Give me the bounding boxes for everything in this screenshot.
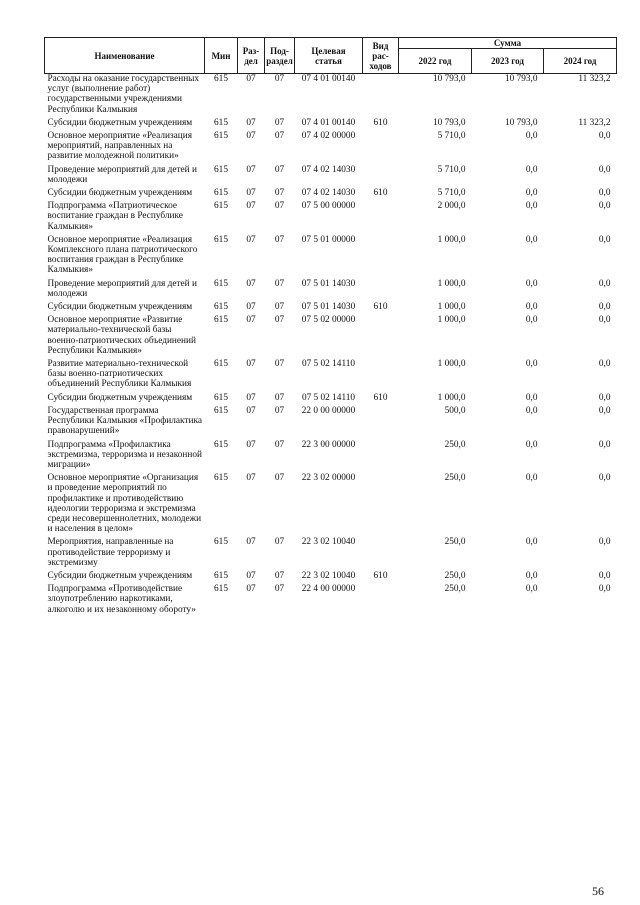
cell-name: Подпрограмма «Профилактика экстремизма, терроризма и незаконной миграции» bbox=[47, 439, 202, 470]
cell-sum-2024: 0,0 bbox=[598, 405, 611, 416]
header-name: Наименование bbox=[45, 38, 205, 74]
header-min: Мин bbox=[205, 38, 238, 74]
cell-celevaya-statya: 07 4 02 14030 bbox=[301, 164, 356, 175]
cell-min: 615 bbox=[214, 117, 228, 128]
cell-name: Основное мероприятие «Развитие материально-технической базы военно-патриотических объединений Республики Калмыкия» bbox=[47, 315, 196, 356]
cell-razdel: 07 bbox=[246, 117, 256, 128]
cell-razdel: 07 bbox=[246, 74, 256, 84]
cell-sum-2024: 0,0 bbox=[598, 234, 611, 245]
cell-celevaya-statya: 22 4 00 00000 bbox=[301, 584, 356, 595]
cell-min: 615 bbox=[214, 131, 228, 142]
cell-sum-2022: 500,0 bbox=[444, 405, 466, 416]
cell-podrazdel: 07 bbox=[274, 473, 285, 484]
cell-sum-2023: 0,0 bbox=[525, 392, 538, 403]
cell-podrazdel: 07 bbox=[274, 188, 285, 199]
cell-podrazdel: 07 bbox=[274, 74, 285, 84]
cell-min: 615 bbox=[214, 315, 228, 326]
cell-sum-2022: 1 000,0 bbox=[437, 359, 466, 370]
cell-sum-2023: 0,0 bbox=[525, 315, 538, 326]
table-row bbox=[45, 440, 617, 474]
header-celevaya: Целевая статья bbox=[295, 38, 363, 74]
cell-vid-rashodov: 610 bbox=[373, 188, 388, 199]
cell-sum-2022: 250,0 bbox=[444, 439, 466, 450]
cell-vid-rashodov: 610 bbox=[373, 117, 388, 128]
cell-sum-2022: 1 000,0 bbox=[437, 392, 466, 403]
cell-name: Подпрограмма «Патриотическое воспитание граждан в Республике Калмыкия» bbox=[47, 201, 183, 232]
cell-name: Развитие материально-технической базы военно-патриотических объединений Республики Калмыкия bbox=[47, 359, 192, 390]
cell-sum-2022: 250,0 bbox=[444, 473, 466, 484]
table-row bbox=[45, 279, 617, 302]
cell-celevaya-statya: 07 4 02 14030 bbox=[301, 188, 356, 199]
cell-min: 615 bbox=[214, 473, 228, 484]
table-row bbox=[45, 165, 617, 188]
cell-razdel: 07 bbox=[246, 473, 256, 484]
cell-sum-2024: 0,0 bbox=[598, 302, 611, 313]
cell-sum-2024: 0,0 bbox=[598, 278, 611, 289]
cell-vid-rashodov bbox=[363, 201, 399, 235]
cell-min: 615 bbox=[214, 188, 228, 199]
table-row bbox=[45, 74, 617, 118]
cell-sum-2024: 0,0 bbox=[598, 473, 611, 484]
cell-sum-2024: 0,0 bbox=[598, 439, 611, 450]
cell-vid-rashodov: 610 bbox=[373, 392, 388, 403]
cell-sum-2024: 0,0 bbox=[598, 392, 611, 403]
cell-min: 615 bbox=[214, 234, 228, 245]
cell-name: Субсидии бюджетным учреждениям bbox=[47, 302, 193, 313]
cell-sum-2024: 0,0 bbox=[598, 537, 611, 548]
cell-celevaya-statya: 07 5 02 00000 bbox=[301, 315, 356, 326]
cell-sum-2024: 0,0 bbox=[598, 188, 611, 199]
header-year-2023: 2023 год bbox=[472, 49, 544, 74]
cell-name: Проведение мероприятий для детей и молодежи bbox=[47, 164, 197, 185]
cell-sum-2022: 5 710,0 bbox=[437, 164, 466, 175]
table-row bbox=[45, 315, 617, 359]
table-row bbox=[45, 393, 617, 406]
cell-name: Субсидии бюджетным учреждениям bbox=[47, 392, 193, 403]
cell-razdel: 07 bbox=[246, 278, 256, 289]
cell-min: 615 bbox=[214, 302, 228, 313]
cell-podrazdel: 07 bbox=[274, 405, 285, 416]
cell-min: 615 bbox=[214, 278, 228, 289]
cell-celevaya-statya: 07 5 01 14030 bbox=[301, 302, 356, 313]
cell-sum-2023: 0,0 bbox=[525, 570, 538, 581]
cell-sum-2023: 0,0 bbox=[525, 131, 538, 142]
cell-razdel: 07 bbox=[246, 537, 256, 548]
cell-sum-2023: 0,0 bbox=[525, 164, 538, 175]
cell-name: Основное мероприятие «Реализация Комплексного плана патриотического воспитания граждан в Республике Калмыкия» bbox=[47, 234, 198, 276]
cell-sum-2023: 0,0 bbox=[525, 302, 538, 313]
cell-celevaya-statya: 07 4 01 00140 bbox=[301, 74, 356, 84]
table-body bbox=[45, 74, 617, 618]
cell-vid-rashodov bbox=[363, 440, 399, 474]
cell-vid-rashodov: 610 bbox=[373, 302, 388, 313]
cell-podrazdel: 07 bbox=[274, 234, 285, 245]
cell-razdel: 07 bbox=[246, 188, 256, 199]
header-year-2022: 2022 год bbox=[399, 49, 472, 74]
cell-sum-2022: 1 000,0 bbox=[437, 234, 466, 245]
cell-min: 615 bbox=[214, 164, 228, 175]
table-row bbox=[45, 359, 617, 393]
cell-podrazdel: 07 bbox=[274, 439, 285, 450]
cell-name: Проведение мероприятий для детей и молодежи bbox=[47, 278, 197, 299]
cell-sum-2023: 0,0 bbox=[525, 359, 538, 370]
cell-name: Субсидии бюджетным учреждениям bbox=[47, 188, 193, 199]
cell-celevaya-statya: 22 3 02 10040 bbox=[301, 570, 356, 581]
cell-podrazdel: 07 bbox=[274, 315, 285, 326]
cell-vid-rashodov bbox=[363, 584, 399, 618]
cell-sum-2024: 0,0 bbox=[598, 315, 611, 326]
cell-sum-2022: 250,0 bbox=[444, 537, 466, 548]
cell-name: Субсидии бюджетным учреждениям bbox=[47, 117, 193, 128]
cell-vid-rashodov bbox=[363, 235, 399, 279]
cell-name: Мероприятия, направленные на противодействие терроризму и экстремизму bbox=[47, 537, 174, 568]
cell-razdel: 07 bbox=[246, 234, 256, 245]
table-row bbox=[45, 188, 617, 201]
cell-podrazdel: 07 bbox=[274, 537, 285, 548]
cell-sum-2024: 0,0 bbox=[598, 584, 611, 595]
cell-podrazdel: 07 bbox=[274, 302, 285, 313]
cell-razdel: 07 bbox=[246, 302, 256, 313]
cell-sum-2024: 11 323,2 bbox=[578, 117, 611, 128]
cell-sum-2023: 0,0 bbox=[525, 584, 538, 595]
cell-sum-2023: 0,0 bbox=[525, 201, 538, 212]
header-vid: Вид рас- ходов bbox=[363, 38, 399, 74]
cell-sum-2023: 0,0 bbox=[525, 537, 538, 548]
cell-sum-2022: 1 000,0 bbox=[437, 302, 466, 313]
cell-sum-2024: 11 323,2 bbox=[578, 74, 611, 84]
cell-podrazdel: 07 bbox=[274, 570, 285, 581]
cell-vid-rashodov bbox=[363, 537, 399, 571]
cell-name: Расходы на оказание государственных услуг (выполнение работ) государственными учреждениями Республики Калмыкия bbox=[47, 74, 200, 115]
cell-celevaya-statya: 07 5 00 00000 bbox=[301, 201, 356, 212]
cell-podrazdel: 07 bbox=[274, 392, 285, 403]
table-row bbox=[45, 302, 617, 315]
cell-sum-2024: 0,0 bbox=[598, 201, 611, 212]
cell-razdel: 07 bbox=[246, 359, 256, 370]
cell-sum-2022: 250,0 bbox=[444, 584, 466, 595]
table-row bbox=[45, 406, 617, 440]
cell-name: Субсидии бюджетным учреждениям bbox=[47, 570, 193, 581]
table-row bbox=[45, 473, 617, 537]
cell-sum-2022: 1 000,0 bbox=[437, 315, 466, 326]
cell-celevaya-statya: 07 5 01 00000 bbox=[301, 234, 356, 245]
page-number: 56 bbox=[592, 884, 604, 898]
cell-celevaya-statya: 07 5 02 14110 bbox=[301, 392, 356, 403]
cell-min: 615 bbox=[214, 201, 228, 212]
cell-vid-rashodov bbox=[363, 279, 399, 302]
cell-razdel: 07 bbox=[246, 201, 256, 212]
header-podrazdel: Под- раздел bbox=[265, 38, 295, 74]
cell-min: 615 bbox=[214, 392, 228, 403]
cell-name: Государственная программа Республики Калмыкия «Профилактика правонарушений» bbox=[47, 405, 202, 437]
cell-razdel: 07 bbox=[246, 131, 256, 142]
cell-celevaya-statya: 22 0 00 00000 bbox=[301, 405, 356, 416]
cell-min: 615 bbox=[214, 439, 228, 450]
cell-name: Основное мероприятие «Организация и проведение мероприятий по профилактике и противодействию идеологии терроризма и экстремизма среди несовершеннолетних, молодежи и населения в целом» bbox=[47, 473, 202, 535]
cell-vid-rashodov bbox=[363, 359, 399, 393]
cell-celevaya-statya: 22 3 02 10040 bbox=[301, 537, 356, 548]
cell-podrazdel: 07 bbox=[274, 278, 285, 289]
cell-celevaya-statya: 22 3 00 00000 bbox=[301, 439, 356, 450]
cell-razdel: 07 bbox=[246, 164, 256, 175]
cell-razdel: 07 bbox=[246, 584, 256, 595]
cell-podrazdel: 07 bbox=[274, 131, 285, 142]
table-row bbox=[45, 131, 617, 165]
cell-sum-2022: 250,0 bbox=[444, 570, 466, 581]
table-row bbox=[45, 571, 617, 584]
cell-sum-2022: 1 000,0 bbox=[437, 278, 466, 289]
cell-min: 615 bbox=[214, 584, 228, 595]
cell-sum-2023: 0,0 bbox=[525, 234, 538, 245]
cell-celevaya-statya: 07 4 01 00140 bbox=[301, 117, 356, 128]
cell-sum-2023: 10 793,0 bbox=[504, 74, 538, 84]
cell-razdel: 07 bbox=[246, 439, 256, 450]
cell-sum-2024: 0,0 bbox=[598, 164, 611, 175]
cell-razdel: 07 bbox=[246, 405, 256, 416]
cell-podrazdel: 07 bbox=[274, 117, 285, 128]
header-razdel: Раз- дел bbox=[238, 38, 265, 74]
cell-min: 615 bbox=[214, 359, 228, 370]
cell-razdel: 07 bbox=[246, 315, 256, 326]
cell-vid-rashodov bbox=[363, 315, 399, 359]
table-row bbox=[45, 537, 617, 571]
cell-sum-2024: 0,0 bbox=[598, 131, 611, 142]
cell-celevaya-statya: 07 5 02 14110 bbox=[301, 359, 356, 370]
cell-podrazdel: 07 bbox=[274, 359, 285, 370]
cell-celevaya-statya: 22 3 02 00000 bbox=[301, 473, 356, 484]
header-year-2024: 2024 год bbox=[544, 49, 617, 74]
cell-name: Основное мероприятие «Реализация мероприятий, направленных на развитие молодежной политики» bbox=[47, 131, 192, 162]
cell-sum-2023: 0,0 bbox=[525, 439, 538, 450]
cell-sum-2022: 2 000,0 bbox=[437, 201, 466, 212]
cell-sum-2023: 0,0 bbox=[525, 473, 538, 484]
cell-vid-rashodov bbox=[363, 131, 399, 165]
cell-vid-rashodov bbox=[363, 473, 399, 537]
cell-min: 615 bbox=[214, 537, 228, 548]
budget-table-sheet bbox=[44, 37, 616, 618]
cell-sum-2023: 0,0 bbox=[525, 188, 538, 199]
cell-sum-2022: 10 793,0 bbox=[432, 74, 466, 84]
cell-name: Подпрограмма «Противодействие злоупотреблению наркотиками, алкоголю и их незаконному обороту» bbox=[47, 584, 196, 615]
cell-min: 615 bbox=[214, 74, 228, 84]
cell-min: 615 bbox=[214, 405, 228, 416]
cell-vid-rashodov: 610 bbox=[373, 570, 388, 581]
cell-sum-2022: 5 710,0 bbox=[437, 131, 466, 142]
cell-sum-2022: 10 793,0 bbox=[432, 117, 466, 128]
cell-sum-2023: 10 793,0 bbox=[504, 117, 538, 128]
table-row bbox=[45, 235, 617, 279]
table-row bbox=[45, 201, 617, 235]
table-row bbox=[45, 584, 617, 618]
cell-podrazdel: 07 bbox=[274, 584, 285, 595]
cell-sum-2022: 5 710,0 bbox=[437, 188, 466, 199]
cell-min: 615 bbox=[214, 570, 228, 581]
header-summa: Сумма bbox=[399, 38, 617, 49]
cell-razdel: 07 bbox=[246, 570, 256, 581]
cell-razdel: 07 bbox=[246, 392, 256, 403]
cell-sum-2023: 0,0 bbox=[525, 405, 538, 416]
cell-sum-2023: 0,0 bbox=[525, 278, 538, 289]
cell-podrazdel: 07 bbox=[274, 201, 285, 212]
cell-celevaya-statya: 07 4 02 00000 bbox=[301, 131, 356, 142]
budget-table bbox=[44, 37, 617, 618]
cell-vid-rashodov bbox=[363, 165, 399, 188]
table-row bbox=[45, 118, 617, 131]
cell-sum-2024: 0,0 bbox=[598, 570, 611, 581]
cell-vid-rashodov bbox=[363, 406, 399, 440]
cell-podrazdel: 07 bbox=[274, 164, 285, 175]
cell-celevaya-statya: 07 5 01 14030 bbox=[301, 278, 356, 289]
cell-vid-rashodov bbox=[363, 74, 399, 118]
cell-sum-2024: 0,0 bbox=[598, 359, 611, 370]
